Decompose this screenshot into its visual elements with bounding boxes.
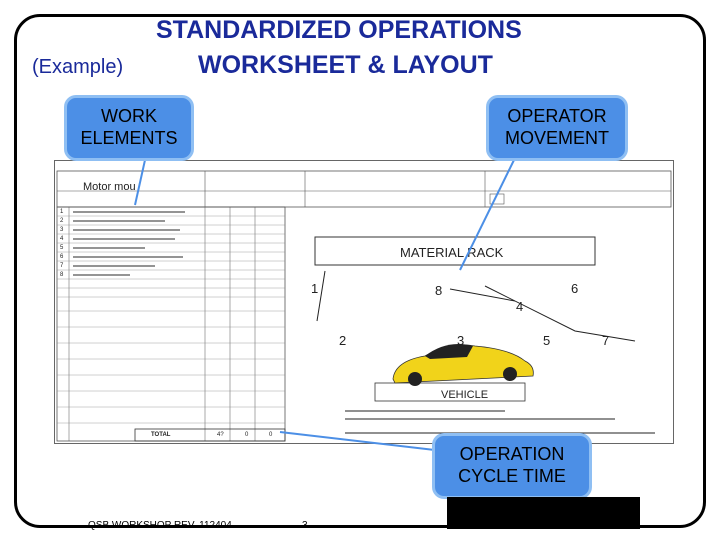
position-number: 7 bbox=[602, 333, 610, 348]
position-number: 8 bbox=[435, 283, 443, 298]
title-line-2: WORKSHEET & LAYOUT bbox=[198, 51, 493, 79]
position-number: 1 bbox=[311, 281, 319, 296]
operation-cycle-time-callout: OPERATION CYCLE TIME bbox=[432, 433, 592, 499]
footer-revision: QSB WORKSHOP REV. 112404 bbox=[88, 520, 232, 531]
step-number: 3 bbox=[60, 227, 64, 233]
total-value-3: 0 bbox=[269, 432, 273, 438]
total-value-2: 0 bbox=[245, 432, 249, 438]
step-number: 5 bbox=[60, 245, 64, 251]
step-number: 4 bbox=[60, 236, 64, 242]
example-label: (Example) bbox=[32, 56, 124, 78]
step-number: 7 bbox=[60, 263, 64, 269]
footer-black-box bbox=[447, 497, 640, 529]
position-number: 5 bbox=[543, 333, 551, 348]
total-label: TOTAL bbox=[151, 432, 171, 438]
work-elements-callout: WORK ELEMENTS bbox=[64, 95, 194, 161]
vehicle-label: VEHICLE bbox=[441, 389, 489, 401]
part-name: Motor mou bbox=[83, 181, 136, 193]
step-number: 6 bbox=[60, 254, 64, 260]
material-rack-label: MATERIAL RACK bbox=[400, 245, 504, 260]
operator-movement-callout: OPERATOR MOVEMENT bbox=[486, 95, 628, 161]
position-number: 6 bbox=[571, 281, 579, 296]
title-line-1: STANDARDIZED OPERATIONS bbox=[156, 16, 522, 44]
step-number: 8 bbox=[60, 272, 64, 278]
step-number: 2 bbox=[60, 218, 64, 224]
page-number: 3 bbox=[302, 520, 308, 531]
total-value-1: 4? bbox=[217, 432, 224, 438]
position-number: 2 bbox=[339, 333, 347, 348]
position-number: 4 bbox=[516, 299, 524, 314]
position-number: 3 bbox=[457, 333, 465, 348]
step-number: 1 bbox=[60, 209, 64, 215]
